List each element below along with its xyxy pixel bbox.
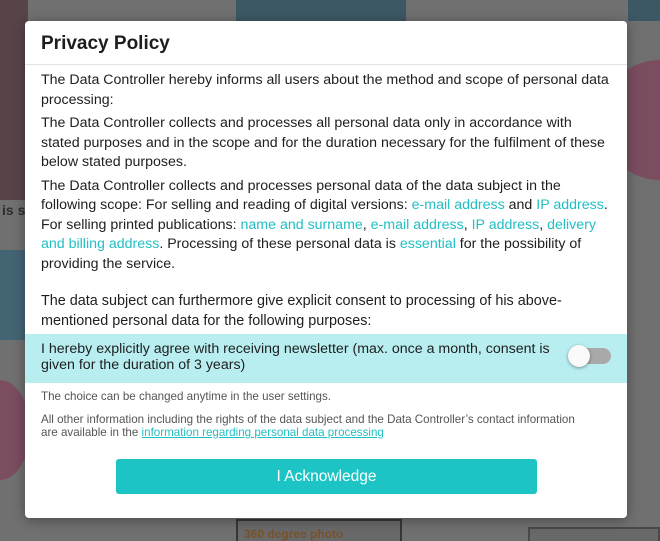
link-essential[interactable]: essential [399,236,456,252]
data-info-note: All other information including the rights of the data subject and the Data Controller’s contact information are available in the information regarding personal data processing [41,413,575,439]
newsletter-consent-row[interactable] [25,334,627,383]
dialog-body [25,65,627,331]
privacy-info-link[interactable]: information regarding personal data processing [141,426,384,439]
purpose-paragraph: The Data Controller collects and processes all personal data only in accordance with stated purposes and in the scope and for the duration necessary for the fulfilment of these below stated purposes. [41,115,605,170]
link-delivery-billing-address[interactable]: delivery and billing address [41,216,596,252]
bg-headline-fragment: is s [2,202,26,218]
bg-article-label: 360 degree photo [244,527,344,541]
dialog-header [25,21,627,65]
link-name-and-surname[interactable]: name and surname [240,216,363,233]
link-email-address-print[interactable]: e-mail address [370,216,464,233]
privacy-policy-dialog [25,21,627,518]
consent-lead-paragraph: The data subject can furthermore give explicit consent to processing of his above-mentioned personal data for the following purposes: [41,293,562,329]
dialog-title: Privacy Policy [41,33,170,54]
newsletter-consent-toggle[interactable] [571,348,611,364]
scope-paragraph: The Data Controller collects and processes personal data of the data subject in the following scope: For selling and reading of digital versions: e-mail address and IP address. For selling printed publications: name and surname, e-mail address, IP address, delivery and billing address. Processing of these personal data is essential for the possibility of providing the service. [41,177,608,272]
acknowledge-button[interactable]: I Acknowledge [116,459,537,494]
newsletter-consent-label: I hereby explicitly agree with receiving newsletter (max. once a month, consent is given for the duration of 3 years) [41,341,550,373]
link-ip-address-print[interactable]: IP address [471,216,540,233]
intro-paragraph: The Data Controller hereby informs all users about the method and scope of personal data processing: [41,72,609,108]
link-ip-address[interactable]: IP address [536,197,604,213]
toggle-knob [568,345,590,367]
link-email-address[interactable]: e-mail address [411,197,505,213]
settings-change-note: The choice can be changed anytime in the user settings. [41,390,332,403]
